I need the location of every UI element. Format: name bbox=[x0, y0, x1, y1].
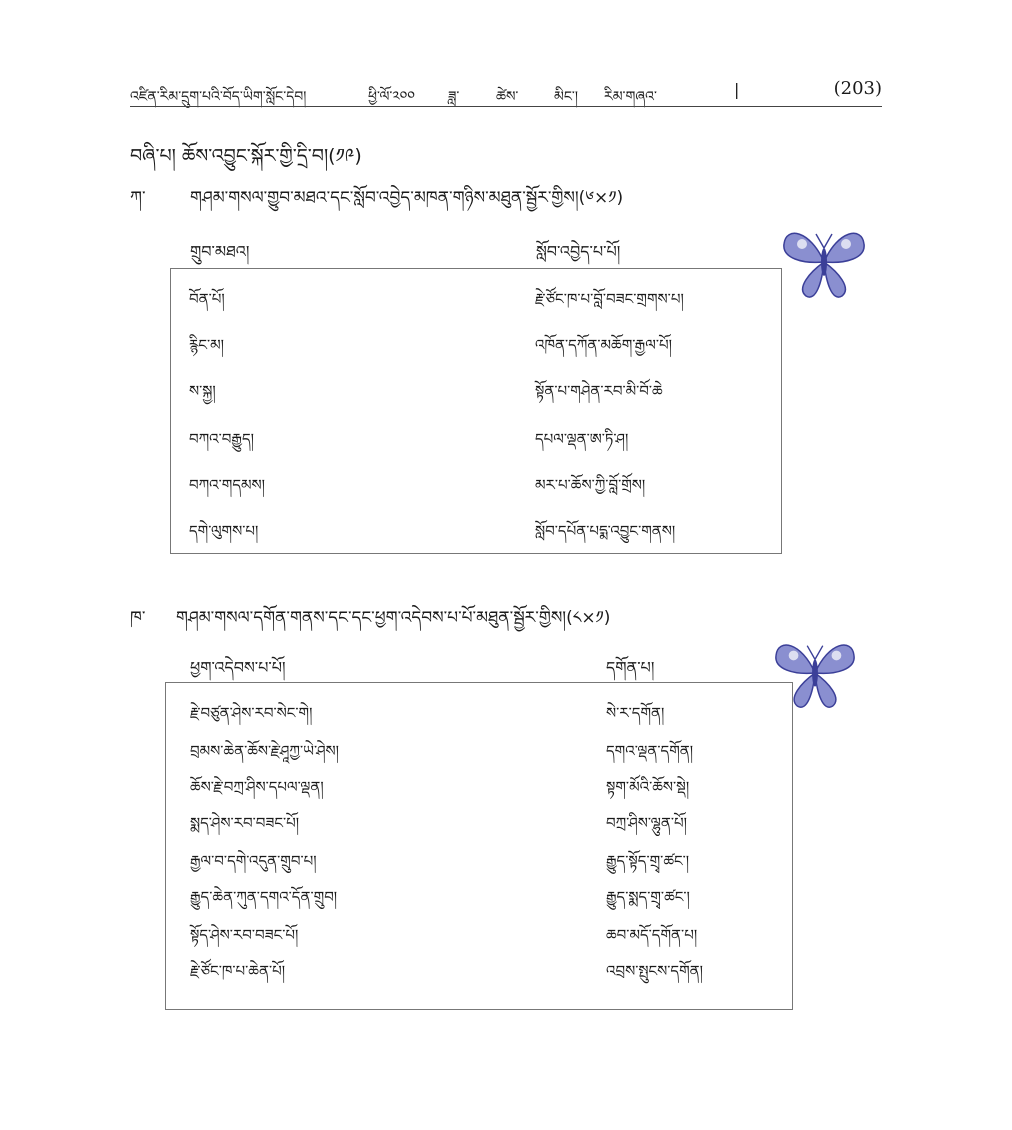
section2-row6-right: རྒྱུད་སྨད་གྲྭ་ཚང་། bbox=[606, 888, 690, 906]
section1-row6-right: སློབ་དཔོན་པདྨ་འབྱུང་གནས། bbox=[535, 522, 676, 540]
section2-row6-left: རྒྱུད་ཆེན་ཀུན་དགའ་དོན་གྲུབ། bbox=[190, 888, 338, 906]
section2-row2-left: བྲམས་ཆེན་ཆོས་རྗེ་ཤཱཀྱ་ཡེ་ཤེས། bbox=[190, 742, 340, 760]
section2-row7-right: ཆབ་མདོ་དགོན་པ། bbox=[606, 926, 698, 944]
lesson-title: བཞི་པ། ཆོས་འབྱུང་སྐོར་གྱི་དྲི་བ།(༡༩) bbox=[130, 145, 362, 167]
section1-row1-right: རྗེ་ཙོང་ཁ་པ་བློ་བཟང་གྲགས་པ། bbox=[535, 290, 684, 308]
section2-row3-right: སྟག་མོའི་ཆོས་སྡེ། bbox=[606, 778, 690, 796]
section2-left-header: ཕྱག་འདེབས་པ་པོ། bbox=[190, 658, 286, 677]
section2-row4-right: བཀྲ་ཤིས་ལྷུན་པོ། bbox=[606, 814, 687, 832]
section1-table bbox=[170, 268, 782, 554]
section1-row6-left: དགེ་ལུགས་པ། bbox=[189, 522, 259, 540]
section2-row8-right: འབྲས་སྤུངས་དགོན། bbox=[606, 962, 703, 980]
section1-row4-right: དཔལ་ལྡན་ཨ་ཏི་ཤ། bbox=[535, 430, 629, 448]
section2-right-header: དགོན་པ། bbox=[606, 658, 655, 677]
header-rule bbox=[130, 106, 882, 107]
section1-left-header: གྲུབ་མཐའ། bbox=[190, 242, 250, 261]
section1-row3-right: སྟོན་པ་གཤེན་རབ་མི་བོ་ཆེ bbox=[535, 382, 663, 400]
header-field-day: ཚེས་ bbox=[496, 89, 519, 105]
section2-table bbox=[165, 682, 793, 1010]
section2-row2-right: དགའ་ལྡན་དགོན། bbox=[606, 742, 694, 760]
section2-row5-right: རྒྱུད་སྟོད་གྲྭ་ཚང་། bbox=[606, 852, 690, 870]
section2-row1-left: རྗེ་བཙུན་ཤེས་རབ་སེང་གེ། bbox=[190, 704, 313, 722]
section1-row5-right: མར་པ་ཆོས་ཀྱི་བློ་གྲོས། bbox=[535, 476, 646, 494]
header-divider: | bbox=[734, 80, 740, 99]
header-book-title: འཛིན་རིམ་དྲུག་པའི་བོད་ཡིག་སློང་དེབ། bbox=[130, 89, 307, 105]
section1-instruction: གཤམ་གསལ་གྱུབ་མཐའ་དང་སློབ་འབྱེད་མཁན་གཉིས་མཐུན་སྦྱོར་གྱིས།(༦×༡) bbox=[190, 188, 624, 208]
header-grade: ཕྱི་ལོ་༢༠༠ bbox=[368, 89, 415, 105]
header-class-label: རིམ་གཞའ་ bbox=[604, 89, 657, 105]
section2-row8-left: རྗེ་ཙོང་ཁ་པ་ཆེན་པོ། bbox=[190, 962, 286, 980]
section2-row4-left: སྨད་ཤེས་རབ་བཟང་པོ། bbox=[190, 814, 300, 832]
section2-row1-right: སེ་ར་དགོན། bbox=[606, 704, 665, 722]
section1-row2-right: འཁོན་དཀོན་མཆོག་རྒྱལ་པོ། bbox=[535, 336, 672, 354]
section2-row7-left: སྟོད་ཤེས་རབ་བཟང་པོ། bbox=[190, 926, 299, 944]
header-name-label: མིང་། bbox=[554, 89, 578, 105]
section1-row3-left: ས་སྐྱ། bbox=[189, 382, 216, 400]
section2-number: ཁ་ bbox=[130, 608, 146, 628]
section1-row5-left: བཀའ་གདམས། bbox=[189, 476, 266, 494]
section1-row4-left: བཀའ་བརྒྱུད། bbox=[189, 430, 254, 448]
section2-row3-left: ཆོས་རྗེ་བཀྲ་ཤིས་དཔལ་ལྡན། bbox=[190, 778, 324, 796]
butterfly-icon bbox=[780, 222, 868, 302]
section2-row5-left: རྒྱལ་བ་དགེ་འདུན་གྲུབ་པ། bbox=[190, 852, 317, 870]
section1-row1-left: བོན་པོ། bbox=[189, 290, 225, 308]
header-field-month: ཟླ་ bbox=[448, 89, 460, 105]
section1-number: ཀ་ bbox=[130, 188, 146, 208]
section1-row2-left: རྙིང་མ། bbox=[189, 336, 225, 354]
section2-instruction: གཤམ་གསལ་དགོན་གནས་དང་དང་ཕྱག་འདེབས་པ་པོ་མཐུན་སྦྱོར་གྱིས།(༨×༡) bbox=[176, 608, 611, 628]
page-number: (203) bbox=[833, 78, 882, 99]
running-header bbox=[130, 76, 882, 108]
section1-right-header: སློབ་འབྱེད་པ་པོ། bbox=[536, 242, 621, 261]
